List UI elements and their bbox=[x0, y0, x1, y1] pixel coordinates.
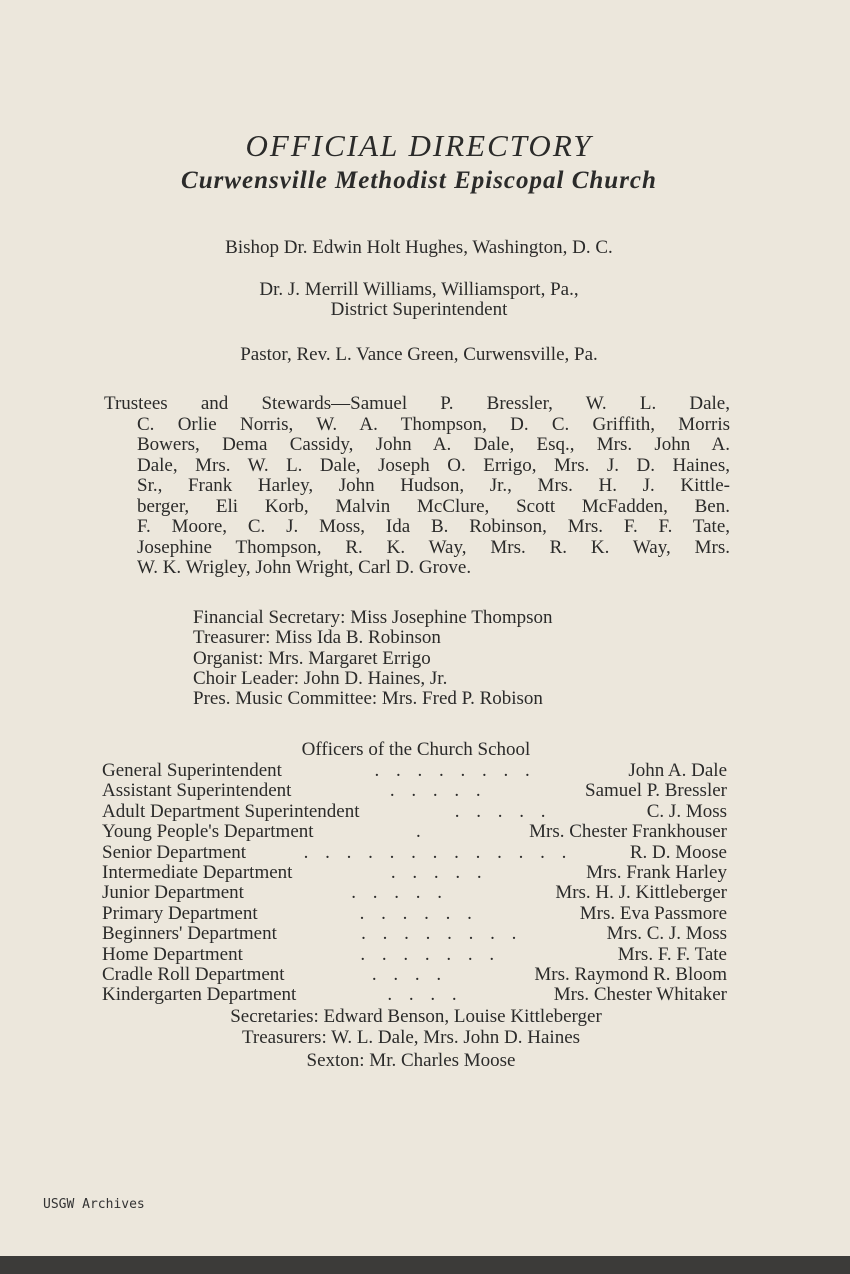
school-row bbox=[102, 781, 727, 801]
department-name: Assistant Superintendent bbox=[102, 780, 292, 802]
sexton-line: Sexton: Mr. Charles Moose bbox=[306, 1050, 516, 1071]
department-name: Young People's Department bbox=[102, 821, 314, 843]
music-committee-president: Pres. Music Committee: Mrs. Fred P. Robison bbox=[193, 688, 543, 710]
officer-name: John A. Dale bbox=[628, 760, 727, 781]
officer-name: Mrs. Frank Harley bbox=[586, 861, 727, 883]
bishop-line: Bishop Dr. Edwin Holt Hughes, Washington, D. C. bbox=[225, 237, 613, 258]
trustees-line: Dale, Mrs. W. L. Dale, Joseph O. Errigo, Mrs. J. D. Haines, bbox=[137, 454, 730, 476]
officer-name: Mrs. Chester Frankhouser bbox=[529, 821, 727, 843]
trustees-line: Josephine Thompson, R. K. Way, Mrs. R. K. Way, Mrs. bbox=[137, 536, 730, 558]
department-name: Kindergarten Department bbox=[102, 984, 297, 1006]
department-name: Junior Department bbox=[102, 882, 244, 904]
pastor-line: Pastor, Rev. L. Vance Green, Curwensville, Pa. bbox=[240, 344, 598, 365]
leader-dots: . . . . bbox=[387, 985, 463, 1006]
department-name: General Superintendent bbox=[102, 760, 282, 781]
leader-dots: . bbox=[415, 822, 427, 843]
leader-dots: . . . . . . bbox=[359, 903, 478, 924]
organist: Organist: Mrs. Margaret Errigo bbox=[193, 647, 431, 669]
leader-dots: . . . . . bbox=[390, 862, 488, 883]
leader-dots: . . . . . . . bbox=[360, 944, 501, 965]
trustees-line: Bowers, Dema Cassidy, John A. Dale, Esq., Mrs. John A. bbox=[137, 434, 730, 455]
leader-dots: . . . . . . . . . . . . . bbox=[303, 842, 573, 863]
scan-bottom-edge bbox=[0, 1256, 850, 1274]
department-name: Home Department bbox=[102, 943, 243, 965]
choir-leader: Choir Leader: John D. Haines, Jr. bbox=[193, 667, 448, 689]
department-name: Senior Department bbox=[102, 841, 247, 863]
treasurer: Treasurer: Miss Ida B. Robinson bbox=[193, 627, 441, 649]
department-name: Cradle Roll Department bbox=[102, 963, 285, 985]
church-school-table bbox=[102, 761, 727, 1006]
school-row bbox=[102, 863, 727, 883]
officer-name: Mrs. C. J. Moss bbox=[606, 923, 727, 945]
leader-dots: . . . . bbox=[371, 964, 448, 985]
financial-secretary: Financial Secretary: Miss Josephine Thompson bbox=[193, 607, 553, 628]
trustees-line: C. Orlie Norris, W. A. Thompson, D. C. Griffith, Morris bbox=[137, 413, 730, 435]
leader-dots: . . . . . . . . bbox=[374, 761, 536, 781]
trustees-line: Sr., Frank Harley, John Hudson, Jr., Mrs. H. J. Kittle- bbox=[137, 475, 730, 496]
officer-name: Mrs. Raymond R. Bloom bbox=[534, 963, 727, 985]
secretaries-line: Secretaries: Edward Benson, Louise Kittleberger bbox=[230, 1006, 602, 1027]
school-row bbox=[102, 904, 727, 924]
school-row bbox=[102, 945, 727, 965]
trustees-line: F. Moore, C. J. Moss, Ida B. Robinson, Mrs. F. F. Tate, bbox=[137, 516, 730, 537]
trustees-line: Trustees and Stewards—Samuel P. Bressler, W. L. Dale, bbox=[104, 393, 730, 414]
district-superintendent-name: Dr. J. Merrill Williams, Williamsport, Pa., bbox=[259, 279, 579, 300]
school-row bbox=[102, 965, 727, 985]
trustees-line: berger, Eli Korb, Malvin McClure, Scott McFadden, Ben. bbox=[137, 495, 730, 517]
trustees-and-stewards bbox=[104, 394, 730, 579]
department-name: Primary Department bbox=[102, 902, 258, 924]
leader-dots: . . . . . bbox=[389, 781, 487, 802]
school-row bbox=[102, 883, 727, 903]
page-subtitle: Curwensville Methodist Episcopal Church bbox=[181, 167, 657, 194]
district-superintendent-title: District Superintendent bbox=[330, 299, 508, 320]
officer-name: Mrs. Chester Whitaker bbox=[553, 984, 727, 1006]
department-name: Adult Department Superintendent bbox=[102, 800, 360, 822]
officer-name: Mrs. Eva Passmore bbox=[579, 902, 727, 924]
department-name: Beginners' Department bbox=[102, 923, 277, 945]
officer-name: Mrs. F. F. Tate bbox=[617, 943, 727, 965]
trustees-line: W. K. Wrigley, John Wright, Carl D. Grove. bbox=[137, 557, 472, 578]
officer-name: Mrs. H. J. Kittleberger bbox=[555, 882, 727, 904]
school-row bbox=[102, 822, 727, 842]
page-title: OFFICIAL DIRECTORY bbox=[245, 128, 593, 163]
school-row bbox=[102, 761, 727, 781]
school-row bbox=[102, 802, 727, 822]
officer-name: R. D. Moose bbox=[629, 841, 727, 863]
archive-watermark: USGW Archives bbox=[43, 1197, 145, 1212]
school-row bbox=[102, 985, 727, 1005]
leader-dots: . . . . . bbox=[454, 801, 552, 822]
department-name: Intermediate Department bbox=[102, 861, 293, 883]
treasurers-line: Treasurers: W. L. Dale, Mrs. John D. Haines bbox=[241, 1027, 581, 1048]
leader-dots: . . . . . . . . bbox=[361, 924, 523, 945]
church-school-heading: Officers of the Church School bbox=[301, 739, 531, 760]
church-officers bbox=[193, 608, 553, 709]
school-row bbox=[102, 843, 727, 863]
officer-name: Samuel P. Bressler bbox=[585, 780, 727, 802]
school-row bbox=[102, 924, 727, 944]
officer-name: C. J. Moss bbox=[646, 800, 727, 822]
leader-dots: . . . . . bbox=[351, 883, 448, 904]
